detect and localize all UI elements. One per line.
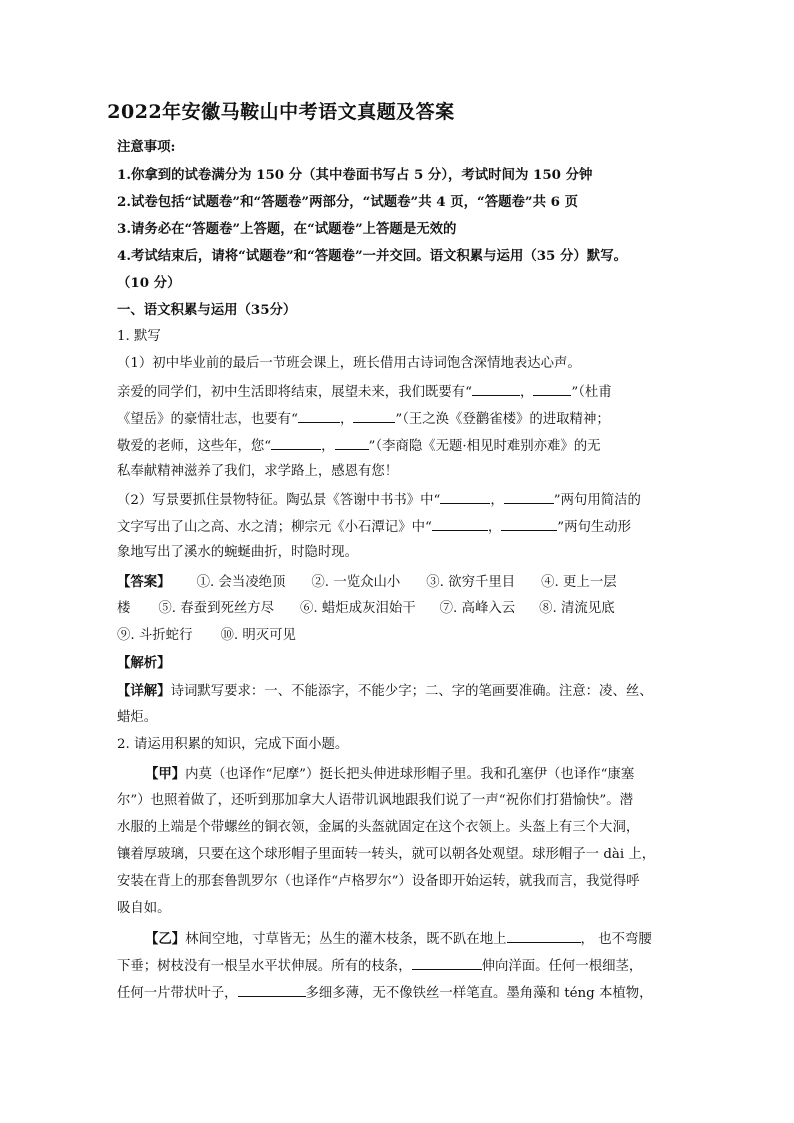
answer-item: ②. 一览众山小 (311, 575, 401, 590)
answer-item: ③. 欲穷千里目 (426, 575, 516, 590)
fill-blank-line (117, 435, 601, 457)
answer-item: ④. 更上一层 (541, 575, 617, 590)
page-title: 2022年安徽马鞍山中考语文真题及答案 (107, 101, 455, 123)
question-1-part-1-intro: （1）初中毕业前的最后一节班会课上，班长借用古诗词饱含深情地表达心声。 (117, 356, 581, 371)
answer-blank (472, 381, 520, 396)
section-heading: 一、语文积累与运用（35分） (117, 302, 297, 318)
answer-item: ⑤. 春蚕到死丝方尽 (158, 601, 275, 616)
analysis-label: 【解析】 (117, 655, 171, 671)
answer-blank (271, 435, 321, 450)
text-segment: ， (490, 493, 504, 508)
notice-item: 2.试卷包括“试题卷”和“答题卷”两部分，“试题卷”共 4 页，“答题卷”共 6 页 (117, 194, 579, 210)
passage-text: 下垂；树枝没有一根呈水平状伸展。所有的枝条， (117, 959, 412, 974)
answer-blank (432, 516, 488, 531)
text-segment: ”（杜甫 (571, 385, 612, 400)
answer-blank (335, 435, 369, 450)
answer-line (117, 572, 617, 593)
text-segment: ”（王之涣《登鹳雀楼》的进取精神； (395, 412, 610, 427)
answer-item: ⑨. 斗折蛇行 (117, 628, 193, 643)
text-segment: 亲爱的同学们，初中生活即将结束，展望未来，我们既要有“ (117, 385, 472, 400)
detail-line (117, 681, 653, 702)
detail-text: 诗词默写要求：一、不能添字，不能少字；二、字的笔画要准确。注意：凌、丝、 (170, 684, 653, 699)
passage-yi-line (145, 928, 652, 950)
answer-blank (440, 489, 490, 504)
passage-text: 多细多薄，无不像铁丝一样笔直。墨角藻和 téng 本植物， (305, 986, 653, 1001)
fill-blank-line (117, 381, 612, 403)
answer-item: ⑧. 清流见底 (539, 601, 615, 616)
text-segment: ， (321, 439, 335, 454)
answer-item: ⑩. 明灭可见 (220, 628, 296, 643)
passage-jia-line (145, 764, 634, 785)
text-segment: （2）写景要抓住景物特征。陶弘景《答谢中书书》中“ (117, 493, 441, 508)
passage-jia-line: 水服的上端是个带螺丝的铜衣领，金属的头盔就固定在这个衣领上。头盔上有三个大洞， (117, 820, 640, 835)
notice-heading: 注意事项: (117, 139, 176, 155)
passage-text: 内莫（也译作“尼摩”）挺长把头伸进球形帽子里。我和孔塞伊（也译作“康塞 (185, 767, 635, 782)
passage-text: ， 也不弯腰 (580, 932, 652, 947)
question-2-heading: 2. 请运用积累的知识，完成下面小题。 (117, 737, 349, 752)
answer-blank (298, 408, 340, 423)
text-segment: 文字写出了山之高、水之清；柳宗元《小石潭记》中“ (117, 520, 432, 535)
notice-item: 4.考试结束后，请将“试题卷”和“答题卷”一并交回。语文积累与运用（35 分）默写。 (117, 248, 627, 264)
answer-item: ①. 会当凌绝顶 (196, 575, 286, 590)
passage-label-jia: 【甲】 (145, 766, 186, 782)
text-segment: 《望岳》的豪情壮志，也要有“ (117, 412, 298, 427)
passage-text: 伸向洋面。任何一根细茎， (481, 959, 643, 974)
passage-jia-line: 镶着厚玻璃，只要在这个球形帽子里面转一转头，就可以朝各处观望。球形帽子一 dài 上， (117, 847, 656, 862)
answer-blank (412, 955, 482, 970)
passage-text: 任何一片带状叶子， (117, 986, 238, 1001)
passage-yi-line (117, 955, 642, 977)
passage-label-yi: 【乙】 (145, 931, 186, 947)
text-line: 蜡炬。 (117, 710, 158, 725)
passage-jia-line: 安装在背上的那套鲁凯罗尔（也译作“卢格罗尔”）设备即开始运转，就我而言，我觉得呼 (117, 874, 640, 889)
answer-blank (501, 516, 557, 531)
detail-label: 【详解】 (117, 683, 171, 699)
fill-blank-line (117, 408, 610, 430)
answer-blank (533, 381, 571, 396)
answer-item: 楼 (117, 601, 131, 616)
question-1-heading: 1. 默写 (117, 329, 161, 344)
text-segment: ”两句生动形 (557, 520, 632, 535)
answer-blank (504, 489, 554, 504)
text-segment: ”（李商隐《无题·相见时难别亦难》的无 (368, 439, 601, 454)
answer-line (117, 626, 296, 646)
answer-blank (238, 982, 306, 997)
text-segment: 敬爱的老师，这些年，您“ (117, 439, 272, 454)
text-segment: ， (339, 412, 354, 427)
passage-jia-line: 吸自如。 (117, 901, 171, 916)
text-line: 私奉献精神滋养了我们，求学路上，感恩有您！ (117, 464, 399, 479)
answer-line (117, 599, 615, 619)
fill-blank-line (117, 516, 631, 538)
text-segment: ， (487, 520, 502, 535)
answer-label: 【答案】 (117, 574, 171, 590)
passage-text: 林间空地，寸草皆无；丛生的灌木枝条，既不趴在地上 (185, 932, 507, 947)
fill-blank-line (117, 489, 641, 511)
notice-item: （10 分） (117, 275, 181, 291)
passage-jia-line: 尔”）也照着做了，还听到那加拿大人语带讥讽地跟我们说了一声“祝你们打猎愉快”。潜 (117, 793, 633, 808)
answer-blank (507, 928, 581, 943)
answer-blank (353, 408, 395, 423)
notice-item: 1.你拿到的试卷满分为 150 分（其中卷面书写占 5 分），考试时间为 150 分钟 (117, 167, 593, 183)
text-line: 象地写出了溪水的蜿蜒曲折，时隐时现。 (117, 545, 359, 560)
passage-yi-line (117, 982, 653, 1004)
answer-item: ⑥. 蜡炬成灰泪始干 (300, 601, 416, 616)
answer-item: ⑦. 高峰入云 (439, 601, 516, 616)
text-segment: ”两句用简洁的 (553, 493, 641, 508)
text-segment: ， (520, 385, 534, 400)
notice-item: 3.请务必在“答题卷”上答题，在“试题卷”上答题是无效的 (117, 221, 457, 237)
